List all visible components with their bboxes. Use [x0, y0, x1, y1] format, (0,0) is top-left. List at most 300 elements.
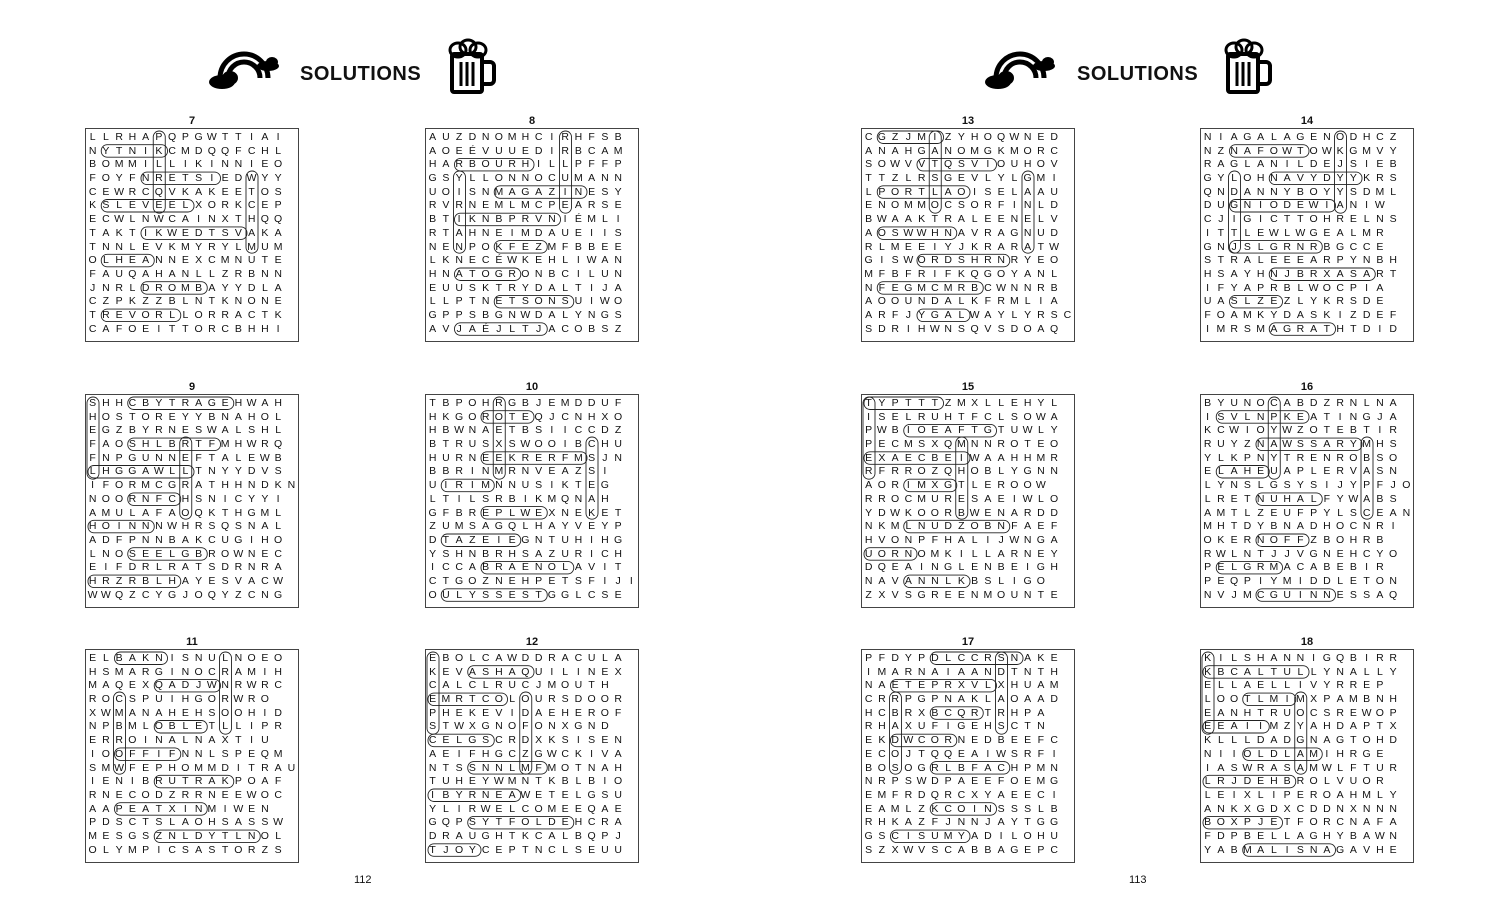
right-page [750, 0, 1500, 921]
grid-row [1201, 282, 1413, 296]
grid-row [86, 479, 298, 493]
grid-row-letters: E C W L N W C A I N X T H Q Q [89, 213, 283, 226]
grid-row-letters: R H A X U F I G E H S C T N [864, 720, 1045, 733]
grid-row [86, 534, 298, 548]
grid-row [86, 268, 298, 282]
grid-row-letters: A O R I M X G T L E R O O W [865, 479, 1046, 492]
grid-row-letters: E M R T C O L O U R S D O O R [429, 693, 622, 706]
grid-row-letters: N F E G M C M R B C W N N R B [864, 281, 1058, 294]
grid-row-letters: M E S G S Z N L D Y T L N O L [88, 829, 282, 842]
grid-row [426, 411, 638, 425]
grid-row [1201, 438, 1413, 452]
grid-row [86, 254, 298, 268]
puzzle-number: 12 [525, 636, 539, 648]
grid-row-letters: K S L E V E E L X O R K C E P [89, 199, 282, 212]
grid-row [1201, 748, 1413, 762]
grid-row [862, 748, 1074, 762]
grid-row-letters: N T S S N N L M F M O T N A H [428, 761, 622, 774]
grid-row [862, 666, 1074, 680]
grid-row-letters: P W B I O E A F T G T U W L Y [865, 424, 1058, 437]
grid-row-letters: T A K T I K W E D T S V A K A [89, 226, 282, 239]
word-search-grid [85, 128, 299, 342]
grid-row-letters: Y D W K O O R B W E N A R D D [865, 506, 1058, 519]
grid-row [426, 145, 638, 159]
grid-row [862, 789, 1074, 803]
puzzle [861, 114, 1075, 342]
grid-row [1201, 227, 1413, 241]
grid-row-letters: E U U S K T R Y D A L T I J A [429, 281, 622, 294]
grid-row [1201, 397, 1413, 411]
grid-row-letters: L R E T N U H A L F Y W A B S [1204, 492, 1397, 505]
word-search-grid [861, 394, 1075, 608]
grid-row [426, 186, 638, 200]
grid-row-letters: N I A G A L A G E N O D H C Z [1203, 131, 1397, 143]
grid-row-letters: U A S L Z E Z L Y K R S D E [1203, 295, 1384, 308]
grid-row [86, 844, 298, 858]
puzzle-number: 17 [961, 636, 975, 648]
puzzle [861, 635, 1075, 863]
grid-row-letters: T B P O H R G B J E M D D U F [429, 397, 622, 409]
grid-row [862, 424, 1074, 438]
grid-row-letters: Q N D A N N Y B O Y Y S D M L [1203, 185, 1397, 198]
grid-row-letters: Z X V S G R E E N M O U N T E [865, 588, 1058, 601]
grid-row [426, 438, 638, 452]
grid-row [426, 213, 638, 227]
grid-row [862, 830, 1074, 844]
grid-row [862, 520, 1074, 534]
grid-row [862, 548, 1074, 562]
grid-row-letters: E C O J T Q Q E A I W S R F I [865, 747, 1056, 760]
grid-row [86, 295, 298, 309]
grid-row [426, 775, 638, 789]
grid-row [426, 548, 638, 562]
grid-row [86, 679, 298, 693]
grid-row-letters: A O S W W H N A V R A G N U D [865, 226, 1058, 239]
grid-row-letters: D U G N I O D E W I A N I W [1203, 199, 1385, 212]
grid-row [1201, 295, 1413, 309]
puzzle [425, 114, 639, 342]
grid-row-letters: P E Q P I Y M I D D L E T O N [1204, 574, 1397, 587]
grid-row [1201, 452, 1413, 466]
grid-row-letters: P E C M S X Q M N N R O T E O [865, 438, 1059, 451]
grid-row [1201, 424, 1413, 438]
grid-row [1201, 652, 1413, 666]
grid-row [86, 397, 298, 411]
grid-row-letters: E M F R D Q R C X Y A E E C I [865, 788, 1056, 801]
grid-row [862, 507, 1074, 521]
grid-row-letters: E X A E C B E I W A A H H M R [865, 451, 1058, 464]
grid-row [426, 131, 638, 145]
grid-row-letters: E R R O I N A L N A X T I U [89, 734, 269, 747]
grid-row-letters: H U R N E E K R E R F M S J N [428, 451, 622, 464]
grid-row [1201, 561, 1413, 575]
grid-row [86, 131, 298, 145]
grid-row-letters: H K G O R O T E Q J C N H X O [428, 410, 623, 423]
grid-row-letters: S M W F E P H O M M D I T R A U [89, 761, 296, 774]
grid-row [1201, 479, 1413, 493]
page-number: 112 [354, 874, 372, 886]
grid-row [1201, 254, 1413, 268]
grid-row-letters: K B C A L T U L L Y N A L L Y [1204, 665, 1397, 678]
grid-row-letters: H O S T O R E Y Y B N A H O L [88, 410, 282, 423]
puzzle [85, 114, 299, 342]
grid-row [1201, 830, 1413, 844]
grid-row [86, 762, 298, 776]
puzzle [85, 380, 299, 608]
grid-row-letters: R H K A Z F J N N J A Y T G G [864, 816, 1059, 829]
grid-row [86, 186, 298, 200]
puzzle [1200, 380, 1414, 608]
puzzle [1200, 114, 1414, 342]
grid-row-letters: G S Y L L O N N O C U M A N N [428, 172, 622, 185]
grid-row-letters: A D F P N N B A K C U G I H O [89, 533, 283, 546]
grid-row [862, 158, 1074, 172]
grid-row [86, 707, 298, 721]
grid-row-letters: P E L G R M A C A B E B I R [1204, 561, 1384, 574]
grid-row-letters: R T A H N E I M D A U E I I S [428, 226, 622, 239]
grid-row [86, 666, 298, 680]
grid-row-letters: T U H E Y W M N T K B L B I O [429, 775, 623, 788]
grid-row [86, 172, 298, 186]
grid-row [862, 227, 1074, 241]
grid-row-letters: C A F O E I T T O R C B H H I [88, 322, 280, 335]
grid-row-letters: B O X P J E T F O R C N A F A [1204, 816, 1397, 829]
grid-row [426, 803, 638, 817]
grid-row-letters: I E N I B R U T R A K P O A F [91, 775, 282, 788]
grid-row-letters: B Y U N O C A B D Z R N L N A [1204, 397, 1397, 409]
grid-row-letters: S D R I H W N S Q V S D O A Q [865, 322, 1059, 335]
grid-row [426, 323, 638, 337]
word-search-grid [861, 649, 1075, 863]
grid-row-letters: I C C A B R A E N O L A V I T [431, 561, 622, 574]
grid-row-letters: C Z P K Z Z B L N T K N O N E [88, 295, 282, 308]
grid-row-letters: Y S H N B R H S A Z U R I C H [429, 547, 622, 560]
word-search-grid [861, 128, 1075, 342]
grid-row [426, 830, 638, 844]
grid-row [86, 424, 298, 438]
grid-row-letters: E I F D R L R A T S D R N R A [89, 561, 282, 574]
grid-row [862, 816, 1074, 830]
grid-row [86, 452, 298, 466]
grid-row-letters: A M U L A F A O Q K T H G M L [89, 506, 282, 519]
grid-row-letters: H A R B O U R H I L L P F F P [428, 158, 622, 171]
grid-row [1201, 493, 1413, 507]
puzzle-number: 15 [961, 381, 975, 393]
puzzle-number: 8 [528, 115, 536, 127]
puzzle-number: 16 [1300, 381, 1314, 393]
grid-row-letters: I O O F F I F N N L S P E Q M [91, 747, 283, 760]
solutions-title: SOLUTIONS [300, 63, 422, 85]
grid-row-letters: A V J A É J L T J A C O B S Z [429, 322, 622, 335]
grid-row-letters: I A S W R A S A M W L F T U R [1206, 761, 1397, 774]
word-search-grid [85, 649, 299, 863]
solutions-header [750, 38, 1500, 108]
grid-row-letters: B T I K N B P R V N I É M L I [429, 213, 620, 226]
grid-row-letters: G P P S B G N W D A L Y N G S [428, 308, 622, 321]
grid-row [426, 268, 638, 282]
grid-row [1201, 789, 1413, 803]
grid-row-letters: N Z N A F O W T O W K G M V Y [1203, 144, 1397, 157]
grid-row-letters: A O E É V U U E D I R B C A M [429, 144, 623, 157]
grid-row-letters: B T R U S X S W O O I B C H U [429, 438, 622, 451]
grid-row-letters: U O R N O M K I L L A R N E Y [864, 547, 1058, 560]
grid-row-letters: R R O C M U R E S A E I W L O [864, 492, 1059, 505]
grid-row [862, 397, 1074, 411]
grid-row-letters: H S A Y H N J B R X A S A R T [1203, 267, 1397, 280]
grid-row [86, 830, 298, 844]
grid-row [426, 748, 638, 762]
grid-row-letters: O L Y M P I C S A S T O R Z S [88, 843, 282, 856]
grid-row [426, 424, 638, 438]
grid-row [862, 561, 1074, 575]
grid-row [426, 561, 638, 575]
grid-row [862, 679, 1074, 693]
grid-row [1201, 241, 1413, 255]
grid-row [426, 844, 638, 858]
grid-row-letters: I S V L N P K E A T I N G J A [1206, 410, 1397, 423]
grid-row-letters: N R P S W D P A E E F O E M G [864, 775, 1059, 788]
grid-row [426, 397, 638, 411]
grid-row [426, 507, 638, 521]
grid-row-letters: N K M L N U D Z O B N F A E F [864, 520, 1058, 533]
grid-row [1201, 548, 1413, 562]
grid-row-letters: L P O R T L A O I S E L A A U [865, 185, 1058, 198]
grid-row [1201, 679, 1413, 693]
grid-row-letters: E L A H E U A P L E R V A S N [1204, 465, 1397, 478]
grid-row-letters: F O Y F N R E T S I E D W Y Y [89, 172, 282, 185]
grid-row [426, 762, 638, 776]
grid-row-letters: I B Y R N E A W E T E L G S U [431, 788, 622, 801]
puzzle-number: 9 [188, 381, 196, 393]
grid-row [862, 775, 1074, 789]
grid-row-letters: I F Y A P R B L W O C P I A [1206, 281, 1384, 294]
grid-row [862, 693, 1074, 707]
grid-row-letters: S T W X G N O F O N X G N D [429, 720, 609, 733]
grid-row [426, 575, 638, 589]
grid-row-letters: M A Q E X Q A D J W N R W R C [88, 679, 282, 692]
grid-row [1201, 411, 1413, 425]
grid-row [426, 227, 638, 241]
grid-row-letters: P F D Y P D L C C R S N A K E [865, 652, 1058, 664]
grid-row-letters: L O O T L M I M X P A M B N H [1204, 693, 1397, 706]
grid-row [1201, 803, 1413, 817]
grid-row-letters: N O O R N F C H S N I C Y Y I [88, 492, 280, 505]
grid-row [862, 199, 1074, 213]
grid-row-letters: R O C S P U I H G O R W R O [88, 693, 269, 706]
grid-row-letters: E L B A K N I S N U L N O E O [89, 652, 283, 664]
grid-row-letters: A M T L Z E U F P Y L S C E A N [1204, 506, 1411, 519]
puzzle-number: 7 [188, 115, 196, 127]
grid-row-letters: H V O N P F H A L I J W N G A [864, 533, 1058, 546]
grid-row-letters: G F B R E P L W E X N E K E T [428, 506, 622, 519]
grid-row [426, 295, 638, 309]
grid-row [426, 241, 638, 255]
grid-row [86, 803, 298, 817]
grid-row-letters: E B O L C A W D D R A C U L A [429, 652, 622, 664]
grid-row [86, 720, 298, 734]
grid-row [426, 707, 638, 721]
grid-row [426, 282, 638, 296]
grid-row-letters: T J O Y C E P T N C L S E U U [429, 843, 622, 856]
grid-row-letters: L Y N S L G S Y S I J Y P F J O [1204, 479, 1411, 492]
grid-row-letters: G I S W O R D S H R N R Y E O [864, 254, 1059, 267]
grid-row [86, 213, 298, 227]
grid-row [862, 762, 1074, 776]
grid-row [862, 720, 1074, 734]
grid-row [862, 282, 1074, 296]
grid-row-letters: B O M M I L L I K I N N I E O [89, 158, 283, 171]
grid-row-letters: X W M A N A H E H S O O H I D [89, 706, 282, 719]
grid-row [1201, 507, 1413, 521]
grid-row [1201, 693, 1413, 707]
beer-mug-icon [446, 38, 498, 94]
grid-row [86, 411, 298, 425]
grid-row [862, 589, 1074, 603]
grid-row-letters: R W L N T J J V G N E H C Y O [1203, 547, 1398, 560]
grid-row [1201, 158, 1413, 172]
grid-row [86, 775, 298, 789]
grid-row-letters: K C W I O Y W Z O T E B T I R [1204, 424, 1397, 437]
grid-row [86, 561, 298, 575]
grid-row [426, 465, 638, 479]
grid-row-letters: E A N H T R U O C S R E W O P [1204, 706, 1397, 719]
grid-row-letters: H C B R X B C Q R T R H P A [864, 706, 1045, 719]
grid-row [86, 734, 298, 748]
grid-row-letters: F D P B E L L A G H Y B A W N [1204, 829, 1397, 842]
grid-row-letters: D R A U G H T K C A L B Q P J [428, 829, 621, 842]
grid-row [1201, 575, 1413, 589]
grid-row-letters: I S E L R U H T F C L S O W A [867, 410, 1058, 423]
solutions-title: SOLUTIONS [1077, 63, 1199, 85]
grid-row [1201, 268, 1413, 282]
grid-row-letters: E A M L Z K C O I N S S S L B [865, 802, 1058, 815]
grid-row-letters: D Q E A I N G L E N B E I G H [864, 561, 1058, 574]
puzzle [861, 380, 1075, 608]
grid-row-letters: H B W N A E T B S I I C C D Z [428, 424, 622, 437]
word-search-grid [425, 128, 639, 342]
grid-row [86, 323, 298, 337]
grid-row-letters: L L R H A P Q P G W T T I A I [89, 131, 280, 143]
grid-row-letters: L L P T N E T S O N S U I W O [429, 295, 623, 308]
grid-row-letters: S Z X W V S C A B B A G E P C [865, 843, 1058, 856]
grid-row [1201, 199, 1413, 213]
grid-row [1201, 720, 1413, 734]
grid-row-letters: L K N E C É W K E H L I W A N [429, 254, 622, 267]
grid-row [86, 465, 298, 479]
grid-row-letters: L R J D E H B R O L V U O R [1204, 775, 1384, 788]
grid-row-letters: S O W V V T Q S V I O U H O V [865, 158, 1058, 171]
grid-row-letters: R A G L A N I L D E J S I E B [1203, 158, 1397, 171]
grid-row-letters: I M R S M A G R A T H T D I D [1206, 322, 1397, 335]
grid-row [426, 693, 638, 707]
grid-row [86, 241, 298, 255]
grid-row-letters: R V R N E M L M C P E A R S E [428, 199, 622, 212]
grid-row-letters: N A V A N N L K B S L I G O [864, 574, 1045, 587]
grid-row-letters: H R Z R B L H A Y E S V A C W [88, 574, 284, 587]
grid-row-letters: I F O R M C G R A T H H N D K N [91, 479, 296, 492]
grid-row [1201, 589, 1413, 603]
grid-row [862, 254, 1074, 268]
grid-row-letters: E L L A E L L I V Y R R E P [1204, 679, 1384, 692]
grid-row-letters: M F B F R I F K Q G O Y A N L [864, 267, 1058, 280]
grid-row [862, 186, 1074, 200]
word-search-grid [425, 394, 639, 608]
grid-row [1201, 666, 1413, 680]
grid-row [1201, 520, 1413, 534]
grid-row-letters: Z U M S A G Q L H A Y V E Y P [429, 520, 622, 533]
word-search-grid [1200, 649, 1414, 863]
grid-row-letters: A U Z D N O M H C I R H F S B [429, 131, 622, 143]
grid-row-letters: M H T D Y B N A D H O C N R I [1203, 520, 1395, 533]
grid-row-letters: F A O S H L B R T F M H W R Q [89, 438, 283, 451]
grid-row [86, 158, 298, 172]
grid-row [86, 227, 298, 241]
grid-row-letters: R U Y Z N A W S S A R Y M H S [1203, 438, 1397, 451]
grid-row-letters: A O O U N D A L K F R M L I A [865, 295, 1058, 308]
grid-row-letters: G N J S L G R N R B G C C E [1203, 240, 1384, 253]
grid-row [426, 158, 638, 172]
grid-row-letters: R F R R O Z Q H O B L Y G N N [864, 465, 1058, 478]
grid-row [86, 748, 298, 762]
grid-row [862, 452, 1074, 466]
grid-row-letters: A R F J Y G A L W A Y L Y R S C [865, 308, 1072, 321]
grid-row [426, 172, 638, 186]
grid-row [862, 575, 1074, 589]
grid-row [862, 465, 1074, 479]
grid-row [862, 479, 1074, 493]
grid-row [1201, 309, 1413, 323]
grid-row [862, 534, 1074, 548]
grid-row-letters: E G Z B Y R N E S W A L S H L [89, 424, 282, 437]
grid-row-letters: N P B M L O B L E T L L I P R [88, 720, 282, 733]
grid-row [86, 575, 298, 589]
grid-row [862, 241, 1074, 255]
grid-row-letters: C A L C L R U C J M O U T H [428, 679, 609, 692]
grid-row [862, 295, 1074, 309]
grid-row [862, 145, 1074, 159]
puzzle-number: 11 [186, 636, 198, 648]
grid-row-letters: E N O M M O C S O R F I N L D [865, 199, 1058, 212]
grid-row-letters: K I L S H A N N I G Q B I R R [1204, 652, 1397, 664]
grid-row [426, 199, 638, 213]
puzzle-number: 13 [961, 115, 975, 127]
grid-row [1201, 465, 1413, 479]
puzzle-number: 14 [1300, 115, 1314, 127]
grid-row-letters: R N E C O D Z R R N E E W O C [88, 788, 282, 801]
grid-row-letters: H N A T O G R O N B C I L U N [428, 267, 622, 280]
grid-row [1201, 775, 1413, 789]
grid-row-letters: N Y T N I K C M D Q Q F C H L [88, 144, 282, 157]
grid-row-letters: E E A I I M Z Y A H D A P T X [1204, 720, 1397, 733]
grid-row [1201, 172, 1413, 186]
grid-row-letters: A E I F H G C Z G W C K I V A [429, 747, 622, 760]
rainbow-cloud-icon [982, 38, 1058, 92]
grid-row-letters: C E L G S C R D X K S I S E N [428, 734, 622, 747]
grid-row [862, 652, 1074, 666]
grid-row-letters: Y A B M A L I S N A G A V H E [1204, 843, 1397, 856]
word-search-grid [425, 649, 639, 863]
grid-row-letters: N I I O L D L A M I H R G E [1203, 747, 1384, 760]
grid-row-letters: O K E R N O F F Z B O H R B [1203, 533, 1384, 546]
puzzle-number: 10 [525, 381, 539, 393]
grid-row-letters: R L M E E I Y J K R A R A T W [864, 240, 1060, 253]
grid-row [862, 411, 1074, 425]
grid-row-letters: T T Z L R S G E V L Y L G M I [865, 172, 1056, 185]
grid-row [86, 145, 298, 159]
beer-mug-icon [1222, 38, 1274, 94]
grid-row-letters: I M A R N A I A A N D T N T H [867, 665, 1058, 678]
grid-row [86, 789, 298, 803]
